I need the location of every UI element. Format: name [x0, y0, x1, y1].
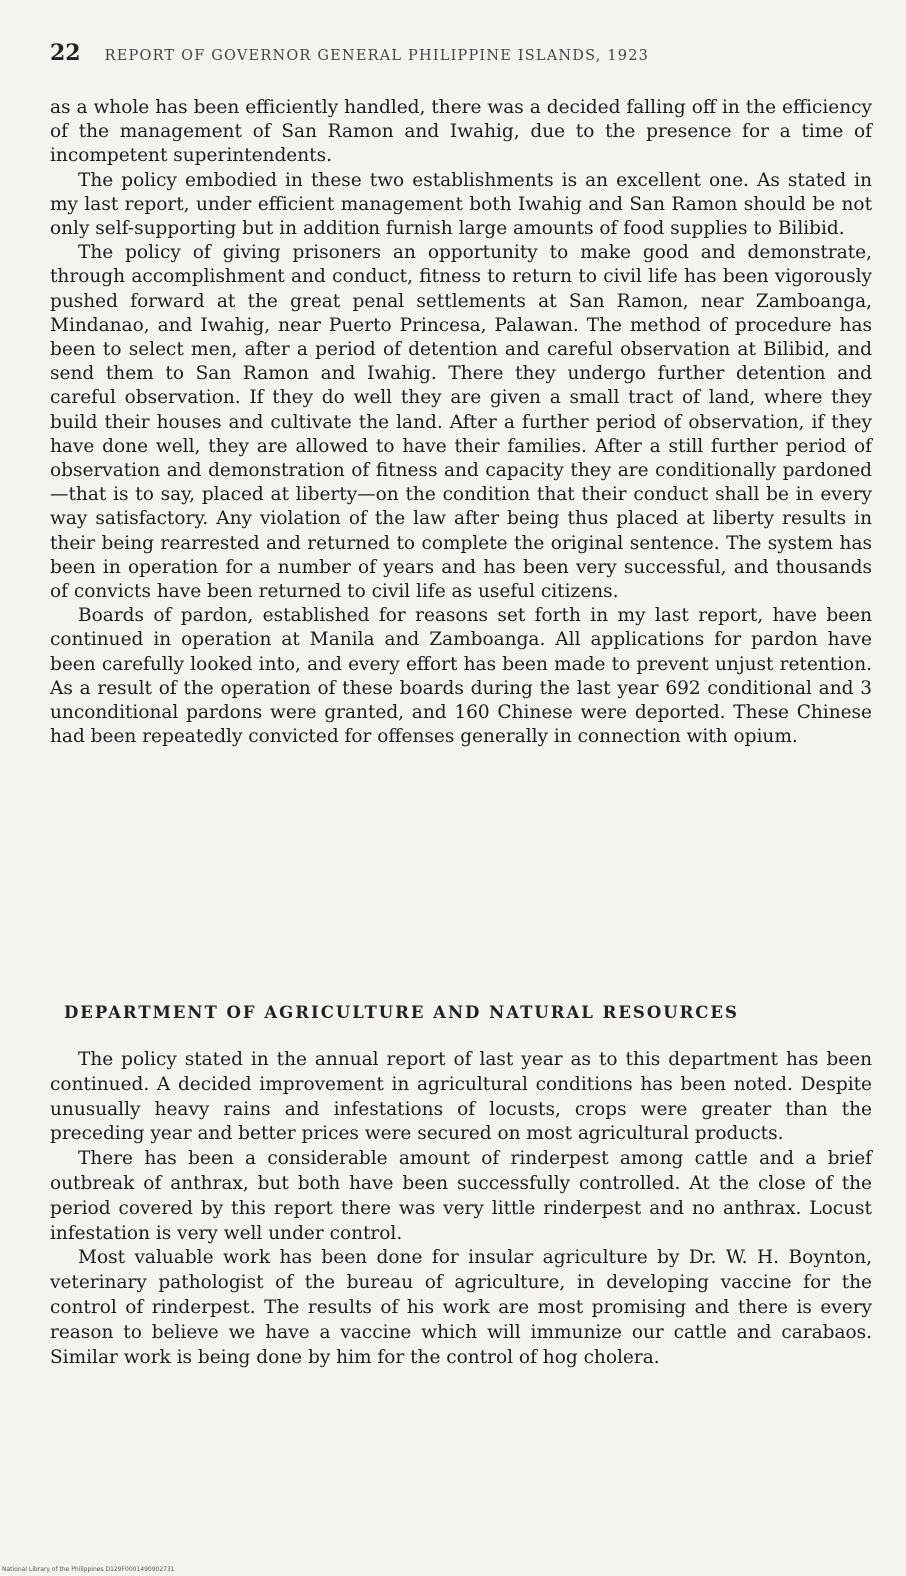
paragraph: The policy of giving prisoners an opportunity to make good and demonstrate, through accomplishment and conduct, fitness to return to civil life has been vigorously pushed forward at the great penal settlements at San Ramon, near Zamboanga, Mindanao, and Iwahig, near Puerto Princesa, Palawan. The method of procedure has been to select men, after a period of detention and careful observation at Bilibid, and send them to San Ramon and Iwahig. There they undergo further detention and careful observation. If they do well they are given a small tract of land, where they build their houses and cultivate the land. After a further period of observation, if they have done well, they are allowed to have their families. After a still further period of observation and demonstration of fitness and capacity they are conditionally pardoned—that is to say, placed at liberty—on the condition that their conduct shall be in every way satisfactory. Any violation of the law after being thus placed at liberty results in their being rearrested and returned to complete the original sentence. The system has been in operation for a number of years and has been very successful, and thousands of convicts have been returned to civil life as useful citizens.: [50, 242, 872, 603]
paragraph: as a whole has been efficiently handled, there was a decided falling off in the efficiency of the management of San Ramon and Iwahig, due to the presence for a time of incompetent superintendents.: [50, 97, 872, 167]
paragraph: The policy stated in the annual report of last year as to this department has been continued. A decided improvement in agricultural conditions has been noted. Despite unusually heavy rains and infestations of locusts, crops were greater than the preceding year and better prices were secured on most agricultural products.: [50, 1049, 872, 1145]
paragraph: Most valuable work has been done for insular agriculture by Dr. W. H. Boynton, veterinary pathologist of the bureau of agriculture, in developing vaccine for the control of rinderpest. The results of his work are most promising and there is every reason to believe we have a vaccine which will immunize our cattle and carabaos. Similar work is being done by him for the control of hog cholera.: [50, 1247, 872, 1368]
body-text: [50, 96, 872, 749]
section-heading: DEPARTMENT OF AGRICULTURE AND NATURAL RESOURCES: [64, 1003, 739, 1022]
paragraph: Boards of pardon, established for reasons set forth in my last report, have been continued in operation at Manila and Zamboanga. All applications for pardon have been carefully looked into, and every effort has been made to prevent unjust retention. As a result of the operation of these boards during the last year 692 conditional and 3 unconditional pardons were granted, and 160 Chinese were deported. These Chinese had been repeatedly convicted for offenses generally in connection with opium.: [50, 605, 872, 748]
paragraph: The policy embodied in these two establishments is an excellent one. As stated in my last report, under efficient management both Iwahig and San Ramon should be not only self-supporting but in addition furnish large amounts of food supplies to Bilibid.: [50, 169, 872, 240]
paragraph: There has been a considerable amount of rinderpest among cattle and a brief outbreak of anthrax, but both have been successfully controlled. At the close of the period covered by this report there was very little rinderpest and no anthrax. Locust infestation is very well under control.: [50, 1148, 872, 1244]
page-header: [50, 40, 870, 80]
running-title: REPORT OF GOVERNOR GENERAL PHILIPPINE ISLANDS, 1923: [104, 48, 650, 64]
page-number: 22: [50, 40, 81, 66]
source-footer: National Library of the Philippines D129F0001490902731: [2, 1566, 175, 1573]
section-body-text: [50, 1048, 872, 1370]
